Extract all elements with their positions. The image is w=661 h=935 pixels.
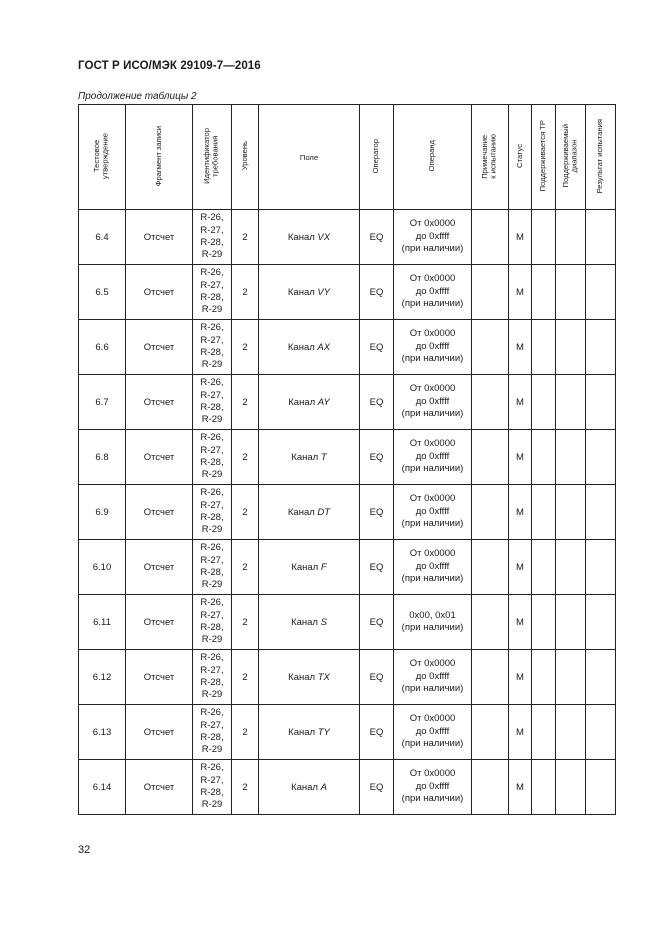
cell-record-fragment: Отсчет	[126, 540, 193, 595]
cell-field	[259, 595, 360, 650]
cell-test-result	[586, 760, 616, 815]
field-prefix: Канал	[291, 561, 321, 573]
cell-test-result	[586, 595, 616, 650]
cell-field	[259, 705, 360, 760]
header-test-assertion: Тестовое утверждение	[79, 105, 126, 210]
header-level: Уровень	[232, 105, 259, 210]
cell-level: 2	[232, 430, 259, 485]
cell-record-fragment: Отсчет	[126, 650, 193, 705]
cell-status: M	[509, 540, 532, 595]
table-header-row	[79, 105, 616, 210]
field-variable: A	[320, 781, 327, 793]
cell-operator: EQ	[360, 320, 394, 375]
cell-supported	[532, 210, 556, 265]
cell-test-assertion: 6.6	[79, 320, 126, 375]
cell-test-assertion: 6.10	[79, 540, 126, 595]
cell-test-result	[586, 540, 616, 595]
cell-status: M	[509, 650, 532, 705]
cell-field	[259, 760, 360, 815]
cell-record-fragment: Отсчет	[126, 430, 193, 485]
cell-operator: EQ	[360, 265, 394, 320]
cell-requirement-id: R-26, R-27, R-28, R-29	[193, 595, 232, 650]
cell-status: M	[509, 210, 532, 265]
cell-operator: EQ	[360, 430, 394, 485]
cell-test-assertion: 6.7	[79, 375, 126, 430]
header-supported-range: Поддерживаемый диапазон	[556, 105, 586, 210]
page-number: 32	[78, 844, 91, 856]
cell-status: M	[509, 265, 532, 320]
cell-supported-range	[556, 375, 586, 430]
cell-operand: От 0x0000 до 0xffff (при наличии)	[394, 430, 472, 485]
table-row	[79, 540, 616, 595]
cell-requirement-id: R-26, R-27, R-28, R-29	[193, 705, 232, 760]
cell-supported-range	[556, 265, 586, 320]
cell-level: 2	[232, 375, 259, 430]
cell-supported	[532, 265, 556, 320]
cell-operand: От 0x0000 до 0xffff (при наличии)	[394, 210, 472, 265]
cell-test-result	[586, 485, 616, 540]
cell-test-result	[586, 375, 616, 430]
cell-level: 2	[232, 265, 259, 320]
cell-test-result	[586, 265, 616, 320]
cell-operator: EQ	[360, 540, 394, 595]
cell-record-fragment: Отсчет	[126, 210, 193, 265]
cell-test-assertion: 6.11	[79, 595, 126, 650]
field-prefix: Канал	[287, 506, 318, 518]
cell-test-result	[586, 430, 616, 485]
cell-record-fragment: Отсчет	[126, 485, 193, 540]
field-prefix: Канал	[291, 451, 321, 463]
field-variable: F	[320, 561, 327, 573]
cell-test-note	[472, 485, 509, 540]
cell-test-assertion: 6.4	[79, 210, 126, 265]
cell-supported-range	[556, 540, 586, 595]
field-prefix: Канал	[287, 341, 318, 353]
cell-level: 2	[232, 540, 259, 595]
cell-field	[259, 540, 360, 595]
cell-supported-range	[556, 485, 586, 540]
table-row	[79, 210, 616, 265]
cell-status: M	[509, 485, 532, 540]
cell-operator: EQ	[360, 650, 394, 705]
cell-requirement-id: R-26, R-27, R-28, R-29	[193, 210, 232, 265]
cell-supported	[532, 595, 556, 650]
cell-test-note	[472, 760, 509, 815]
cell-test-note	[472, 320, 509, 375]
cell-status: M	[509, 595, 532, 650]
cell-level: 2	[232, 760, 259, 815]
cell-supported-range	[556, 595, 586, 650]
cell-test-assertion: 6.9	[79, 485, 126, 540]
table-row	[79, 375, 616, 430]
cell-operator: EQ	[360, 375, 394, 430]
cell-record-fragment: Отсчет	[126, 265, 193, 320]
table-row	[79, 265, 616, 320]
cell-operator: EQ	[360, 760, 394, 815]
cell-supported	[532, 540, 556, 595]
cell-test-note	[472, 540, 509, 595]
header-operator: Оператор	[360, 105, 394, 210]
cell-test-assertion: 6.14	[79, 760, 126, 815]
field-variable: S	[320, 616, 327, 628]
document-title: ГОСТ Р ИСО/МЭК 29109-7—2016	[78, 60, 261, 72]
cell-status: M	[509, 430, 532, 485]
field-variable: AX	[317, 341, 331, 353]
cell-operand: От 0x0000 до 0xffff (при наличии)	[394, 705, 472, 760]
cell-field	[259, 265, 360, 320]
cell-level: 2	[232, 650, 259, 705]
field-prefix: Канал	[288, 671, 318, 683]
cell-level: 2	[232, 705, 259, 760]
cell-supported	[532, 705, 556, 760]
header-field: Поле	[259, 105, 360, 210]
field-prefix: Канал	[288, 726, 318, 738]
cell-supported	[532, 760, 556, 815]
cell-requirement-id: R-26, R-27, R-28, R-29	[193, 760, 232, 815]
cell-operand: От 0x0000 до 0xffff (при наличии)	[394, 540, 472, 595]
table-row	[79, 650, 616, 705]
cell-supported-range	[556, 650, 586, 705]
header-test-note: Примечание к испытанию	[472, 105, 509, 210]
cell-supported	[532, 430, 556, 485]
header-status: Статус	[509, 105, 532, 210]
cell-field	[259, 320, 360, 375]
header-test-result: Результат испытания	[586, 105, 616, 210]
cell-supported	[532, 320, 556, 375]
table-row	[79, 320, 616, 375]
cell-operand: От 0x0000 до 0xffff (при наличии)	[394, 265, 472, 320]
field-prefix: Канал	[288, 396, 318, 408]
field-variable: VY	[317, 286, 331, 298]
cell-record-fragment: Отсчет	[126, 375, 193, 430]
cell-record-fragment: Отсчет	[126, 760, 193, 815]
cell-status: M	[509, 705, 532, 760]
cell-operator: EQ	[360, 705, 394, 760]
table-row	[79, 760, 616, 815]
table-row	[79, 430, 616, 485]
cell-operator: EQ	[360, 595, 394, 650]
cell-record-fragment: Отсчет	[126, 595, 193, 650]
cell-test-note	[472, 210, 509, 265]
field-variable: DT	[317, 506, 331, 518]
cell-requirement-id: R-26, R-27, R-28, R-29	[193, 540, 232, 595]
field-variable: AY	[317, 396, 330, 408]
cell-test-assertion: 6.5	[79, 265, 126, 320]
cell-requirement-id: R-26, R-27, R-28, R-29	[193, 265, 232, 320]
cell-operand: От 0x0000 до 0xffff (при наличии)	[394, 375, 472, 430]
cell-field	[259, 430, 360, 485]
cell-test-assertion: 6.13	[79, 705, 126, 760]
cell-operand: 0x00, 0x01 (при наличии)	[394, 595, 472, 650]
cell-operand: От 0x0000 до 0xffff (при наличии)	[394, 650, 472, 705]
cell-operator: EQ	[360, 485, 394, 540]
cell-requirement-id: R-26, R-27, R-28, R-29	[193, 650, 232, 705]
cell-status: M	[509, 320, 532, 375]
cell-field	[259, 210, 360, 265]
table-caption: Продолжение таблицы 2	[78, 91, 197, 102]
cell-supported-range	[556, 760, 586, 815]
cell-test-note	[472, 375, 509, 430]
cell-supported-range	[556, 320, 586, 375]
field-variable: TX	[317, 671, 330, 683]
cell-test-assertion: 6.12	[79, 650, 126, 705]
cell-operand: От 0x0000 до 0xffff (при наличии)	[394, 485, 472, 540]
cell-field	[259, 650, 360, 705]
header-supported: Поддерживается ТР	[532, 105, 556, 210]
cell-field	[259, 485, 360, 540]
table-row	[79, 595, 616, 650]
table-row	[79, 485, 616, 540]
cell-requirement-id: R-26, R-27, R-28, R-29	[193, 430, 232, 485]
cell-test-result	[586, 650, 616, 705]
header-requirement-id: Идентификатор требования	[193, 105, 232, 210]
conformance-table	[78, 104, 616, 815]
cell-level: 2	[232, 595, 259, 650]
cell-operand: От 0x0000 до 0xffff (при наличии)	[394, 760, 472, 815]
cell-supported	[532, 485, 556, 540]
cell-operand: От 0x0000 до 0xffff (при наличии)	[394, 320, 472, 375]
cell-level: 2	[232, 485, 259, 540]
cell-supported	[532, 650, 556, 705]
cell-test-note	[472, 595, 509, 650]
cell-requirement-id: R-26, R-27, R-28, R-29	[193, 375, 232, 430]
cell-test-result	[586, 210, 616, 265]
cell-level: 2	[232, 210, 259, 265]
cell-requirement-id: R-26, R-27, R-28, R-29	[193, 485, 232, 540]
cell-record-fragment: Отсчет	[126, 705, 193, 760]
field-prefix: Канал	[287, 286, 318, 298]
cell-supported	[532, 375, 556, 430]
cell-test-note	[472, 430, 509, 485]
field-prefix: Канал	[291, 781, 321, 793]
cell-status: M	[509, 760, 532, 815]
header-operand: Операнд	[394, 105, 472, 210]
cell-level: 2	[232, 320, 259, 375]
field-variable: T	[320, 451, 327, 463]
field-variable: VX	[317, 231, 331, 243]
cell-status: M	[509, 375, 532, 430]
cell-test-assertion: 6.8	[79, 430, 126, 485]
cell-record-fragment: Отсчет	[126, 320, 193, 375]
cell-test-note	[472, 265, 509, 320]
cell-supported-range	[556, 430, 586, 485]
cell-operator: EQ	[360, 210, 394, 265]
cell-test-note	[472, 705, 509, 760]
cell-supported-range	[556, 705, 586, 760]
cell-test-result	[586, 320, 616, 375]
cell-field	[259, 375, 360, 430]
field-variable: TY	[317, 726, 330, 738]
cell-requirement-id: R-26, R-27, R-28, R-29	[193, 320, 232, 375]
field-prefix: Канал	[291, 616, 321, 628]
table-row	[79, 705, 616, 760]
header-record-fragment: Фрагмент записи	[126, 105, 193, 210]
cell-test-result	[586, 705, 616, 760]
cell-test-note	[472, 650, 509, 705]
cell-supported-range	[556, 210, 586, 265]
field-prefix: Канал	[287, 231, 318, 243]
